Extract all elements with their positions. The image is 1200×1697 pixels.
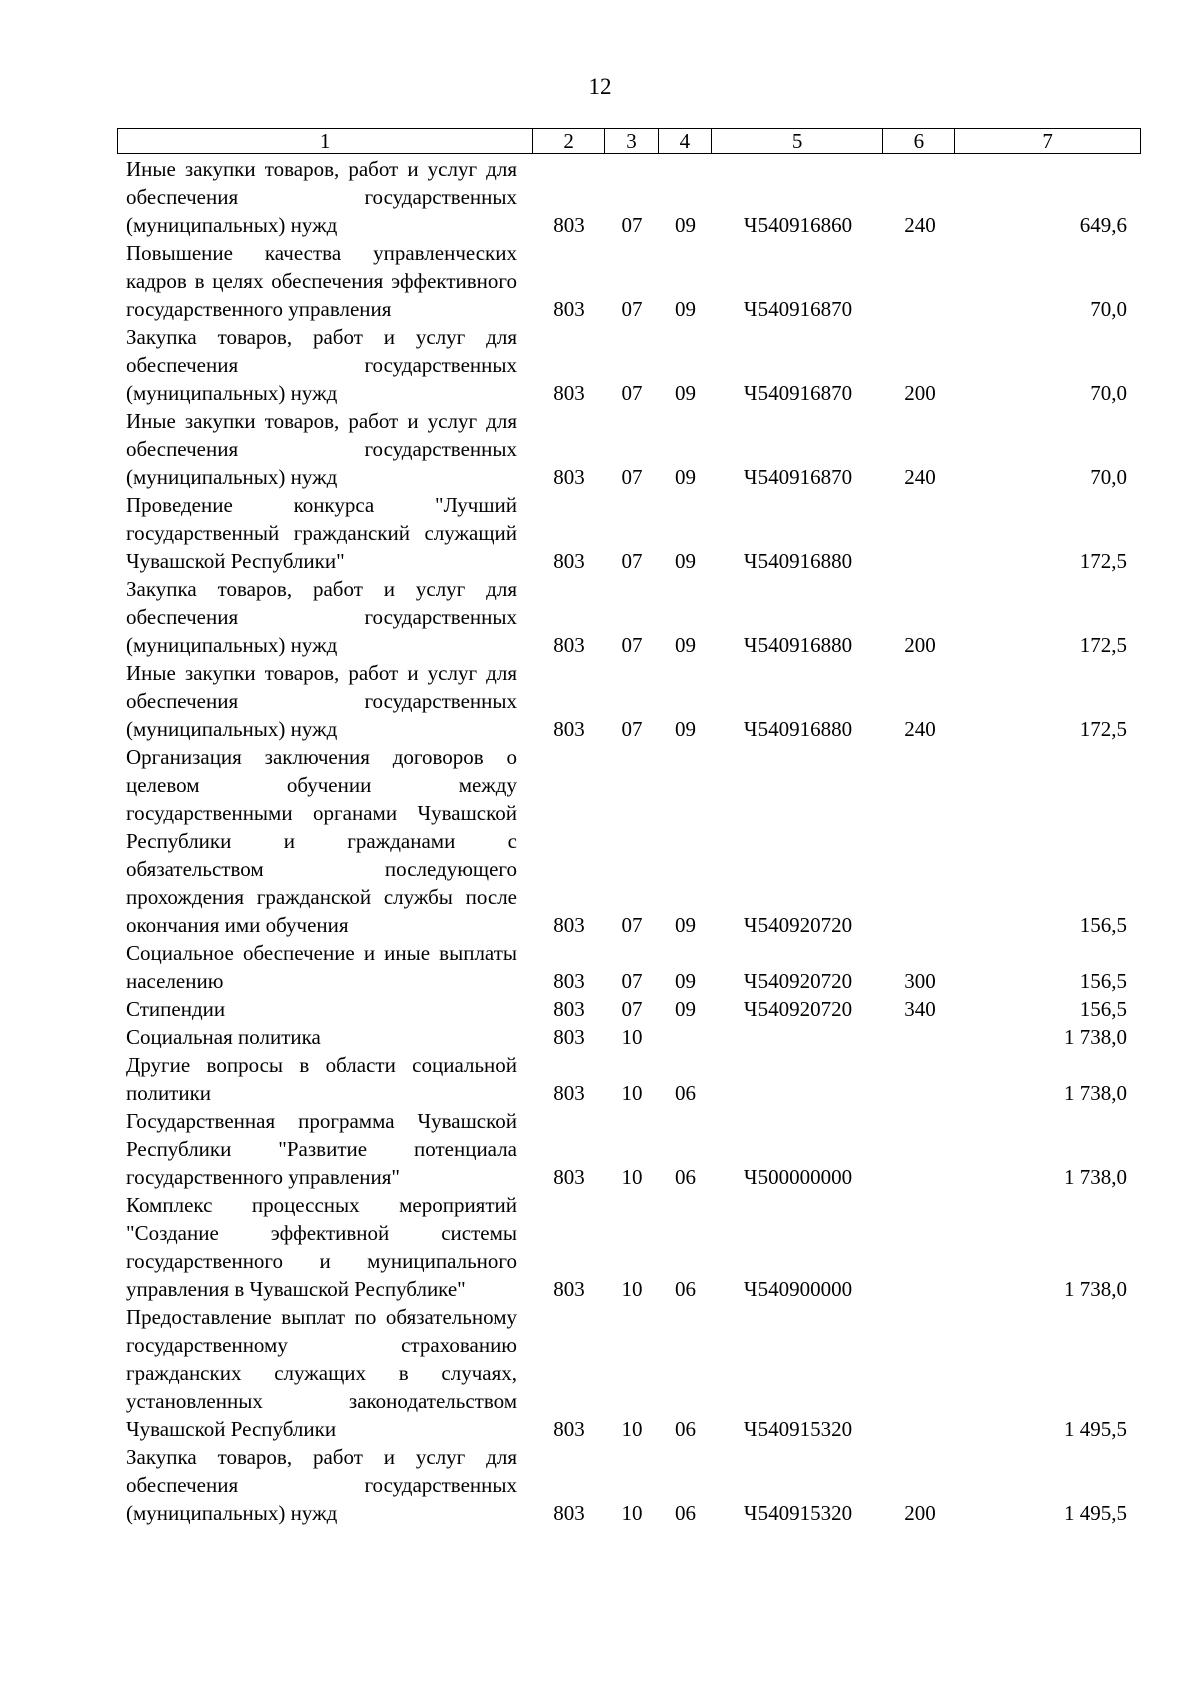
table-row	[117, 491, 1141, 575]
row-subsection-code: 09	[675, 381, 696, 405]
row-ministry-code: 803	[553, 969, 585, 993]
row-target-article: Ч540920720	[743, 913, 853, 937]
table-body	[117, 155, 1141, 1527]
row-description: Государственная программа Чувашской Республики "Развитие потенциала государственного управления"	[126, 1109, 517, 1189]
row-target-article: Ч540915320	[743, 1417, 853, 1441]
header-col-5: 5	[712, 129, 884, 153]
row-expense-type: 200	[904, 381, 936, 405]
row-amount: 156,5	[1079, 913, 1127, 937]
row-subsection-code: 09	[675, 913, 696, 937]
table-row	[117, 1303, 1141, 1443]
row-amount: 1 495,5	[1064, 1501, 1127, 1525]
table-row	[117, 1107, 1141, 1191]
header-col-7: 7	[1042, 129, 1053, 153]
row-section-code: 07	[621, 717, 643, 741]
row-amount: 172,5	[1079, 633, 1127, 657]
row-expense-type: 200	[904, 1501, 936, 1525]
row-target-article: Ч540916870	[743, 465, 853, 489]
row-section-code: 07	[621, 913, 643, 937]
table-row	[117, 575, 1141, 659]
row-target-article: Ч540900000	[743, 1277, 853, 1301]
table-row	[117, 239, 1141, 323]
table-row	[117, 1023, 1141, 1051]
row-amount: 70,0	[1090, 465, 1127, 489]
row-section-code: 10	[621, 1417, 643, 1441]
row-subsection-code: 06	[675, 1165, 696, 1189]
table-row	[117, 1191, 1141, 1303]
row-ministry-code: 803	[553, 633, 585, 657]
row-expense-type: 340	[904, 997, 936, 1021]
row-section-code: 07	[621, 969, 643, 993]
row-section-code: 10	[621, 1025, 643, 1049]
table-header	[117, 128, 1141, 154]
row-amount: 1 738,0	[1064, 1165, 1127, 1189]
table-row	[117, 323, 1141, 407]
row-ministry-code: 803	[553, 465, 585, 489]
row-ministry-code: 803	[553, 997, 585, 1021]
row-description: Иные закупки товаров, работ и услуг для обеспечения государственных (муниципальных) нужд	[126, 157, 517, 237]
row-expense-type: 240	[904, 465, 936, 489]
row-amount: 172,5	[1079, 549, 1127, 573]
row-target-article: Ч540916870	[743, 297, 853, 321]
row-amount: 649,6	[1079, 213, 1127, 237]
row-description: Закупка товаров, работ и услуг для обеспечения государственных (муниципальных) нужд	[126, 325, 517, 405]
row-target-article: Ч540916860	[743, 213, 853, 237]
row-target-article: Ч540920720	[743, 969, 853, 993]
row-section-code: 07	[621, 381, 643, 405]
row-ministry-code: 803	[553, 1081, 585, 1105]
row-ministry-code: 803	[553, 1277, 585, 1301]
row-description: Закупка товаров, работ и услуг для обеспечения государственных (муниципальных) нужд	[126, 1445, 517, 1525]
table-row	[117, 407, 1141, 491]
row-subsection-code: 09	[675, 633, 696, 657]
table-row	[117, 155, 1141, 239]
row-description: Другие вопросы в области социальной политики	[126, 1053, 517, 1105]
row-subsection-code: 06	[675, 1081, 696, 1105]
row-subsection-code: 09	[675, 717, 696, 741]
row-description: Организация заключения договоров о целевом обучении между государственными органами Чувашской Республики и гражданами с обязательством последующего прохождения гражданской службы после окончания ими обучения	[126, 745, 517, 937]
row-ministry-code: 803	[553, 549, 585, 573]
row-expense-type: 240	[904, 213, 936, 237]
row-description: Иные закупки товаров, работ и услуг для обеспечения государственных (муниципальных) нужд	[126, 661, 517, 741]
row-subsection-code: 09	[675, 969, 696, 993]
row-target-article: Ч540916880	[743, 633, 853, 657]
row-subsection-code: 06	[675, 1501, 696, 1525]
row-amount: 172,5	[1079, 717, 1127, 741]
row-section-code: 10	[621, 1165, 643, 1189]
row-ministry-code: 803	[553, 381, 585, 405]
row-ministry-code: 803	[553, 213, 585, 237]
row-expense-type: 200	[904, 633, 936, 657]
row-amount: 156,5	[1079, 969, 1127, 993]
row-description: Социальная политика	[126, 1025, 321, 1049]
row-section-code: 10	[621, 1501, 643, 1525]
row-subsection-code: 09	[675, 297, 696, 321]
table-row	[117, 659, 1141, 743]
row-subsection-code: 09	[675, 465, 696, 489]
row-section-code: 07	[621, 297, 643, 321]
row-subsection-code: 06	[675, 1277, 696, 1301]
header-col-1: 1	[118, 129, 533, 153]
table-row	[117, 1443, 1141, 1527]
row-expense-type: 240	[904, 717, 936, 741]
header-col-2: 2	[533, 129, 605, 153]
row-ministry-code: 803	[553, 1501, 585, 1525]
row-ministry-code: 803	[553, 913, 585, 937]
table-row	[117, 995, 1141, 1023]
table-row	[117, 939, 1141, 995]
row-description: Стипендии	[126, 997, 226, 1021]
row-target-article: Ч540916870	[743, 381, 853, 405]
row-expense-type: 300	[904, 969, 936, 993]
row-section-code: 10	[621, 1277, 643, 1301]
page-number: 12	[588, 74, 612, 99]
row-description: Комплекс процессных мероприятий "Создание эффективной системы государственного и муниципального управления в Чувашской Республике"	[126, 1193, 517, 1301]
table-row	[117, 1051, 1141, 1107]
row-description: Предоставление выплат по обязательному государственному страхованию гражданских служащих в случаях, установленных законодательством Чувашской Республики	[126, 1305, 517, 1441]
header-col-4: 4	[659, 129, 712, 153]
header-col-3: 3	[605, 129, 659, 153]
row-subsection-code: 09	[675, 997, 696, 1021]
row-amount: 1 738,0	[1064, 1277, 1127, 1301]
row-description: Проведение конкурса "Лучший государственный гражданский служащий Чувашской Республики"	[126, 493, 517, 573]
row-section-code: 10	[621, 1081, 643, 1105]
row-section-code: 07	[621, 997, 643, 1021]
row-section-code: 07	[621, 465, 643, 489]
row-subsection-code: 09	[675, 213, 696, 237]
row-amount: 1 738,0	[1064, 1081, 1127, 1105]
table-row	[117, 743, 1141, 939]
row-target-article: Ч540916880	[743, 717, 853, 741]
row-section-code: 07	[621, 549, 643, 573]
header-col-6: 6	[883, 129, 955, 153]
row-description: Закупка товаров, работ и услуг для обеспечения государственных (муниципальных) нужд	[126, 577, 517, 657]
row-section-code: 07	[621, 213, 643, 237]
row-amount: 156,5	[1079, 997, 1127, 1021]
row-section-code: 07	[621, 633, 643, 657]
row-ministry-code: 803	[553, 297, 585, 321]
row-subsection-code: 06	[675, 1417, 696, 1441]
row-amount: 70,0	[1090, 381, 1127, 405]
row-description: Иные закупки товаров, работ и услуг для обеспечения государственных (муниципальных) нужд	[126, 409, 517, 489]
row-ministry-code: 803	[553, 717, 585, 741]
row-subsection-code: 09	[675, 549, 696, 573]
row-amount: 70,0	[1090, 297, 1127, 321]
row-description: Социальное обеспечение и иные выплаты населению	[126, 941, 517, 993]
row-ministry-code: 803	[553, 1165, 585, 1189]
row-target-article: Ч540915320	[743, 1501, 853, 1525]
row-amount: 1 495,5	[1064, 1417, 1127, 1441]
row-target-article: Ч540920720	[743, 997, 853, 1021]
row-target-article: Ч500000000	[743, 1165, 853, 1189]
row-ministry-code: 803	[553, 1025, 585, 1049]
row-amount: 1 738,0	[1064, 1025, 1127, 1049]
row-description: Повышение качества управленческих кадров в целях обеспечения эффективного государственного управления	[126, 241, 517, 321]
row-target-article: Ч540916880	[743, 549, 853, 573]
row-ministry-code: 803	[553, 1417, 585, 1441]
